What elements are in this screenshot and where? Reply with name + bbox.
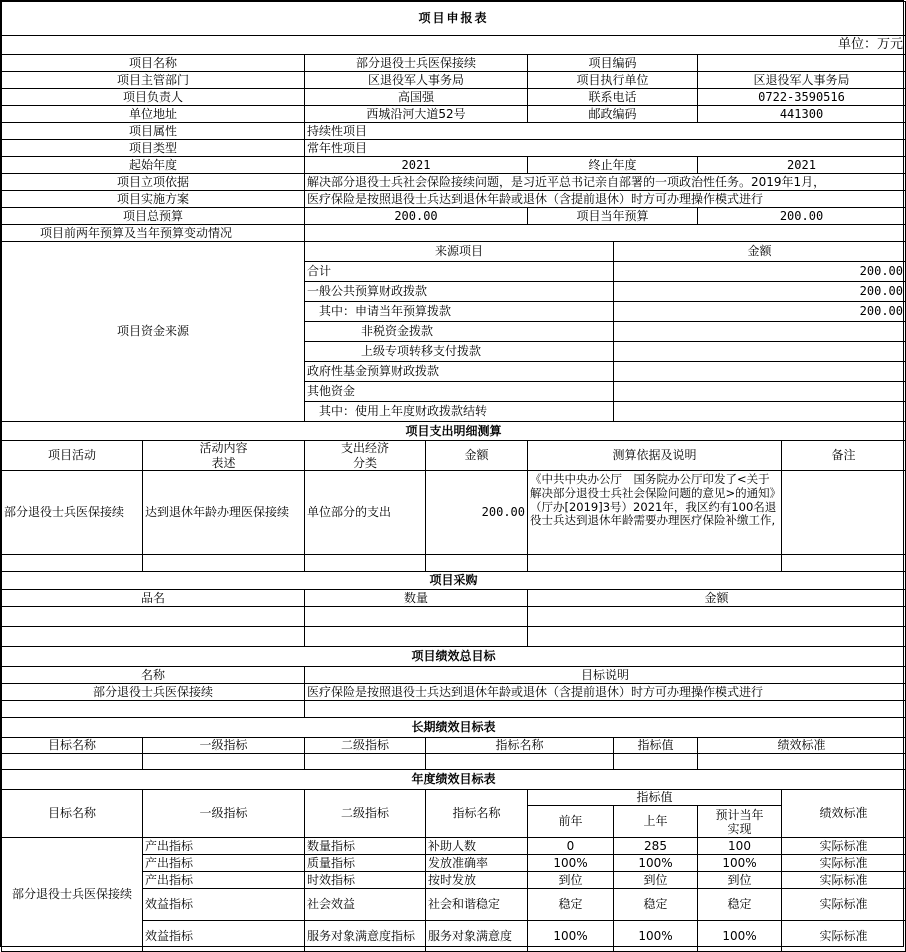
funds-header-amount: 金额: [614, 242, 906, 262]
annual-indicator: 社会和谐稳定: [426, 889, 528, 921]
annual-indicator: 服务对象满意度: [426, 921, 528, 952]
page-title: 项目申报表: [2, 2, 906, 36]
project-name-value: 部分退役士兵医保接续: [305, 55, 528, 72]
phone-label: 联系电话: [528, 89, 698, 106]
address-value: 西城沿河大道52号: [305, 106, 528, 123]
annual-section-title: 年度绩效目标表: [2, 770, 906, 790]
basis-label: 项目立项依据: [2, 174, 305, 191]
attr-value: 持续性项目: [305, 123, 906, 140]
overall-empty-cell: [305, 701, 906, 718]
budget-change-label: 项目前两年预算及当年预算变动情况: [2, 225, 305, 242]
funds-header-source: 来源项目: [305, 242, 614, 262]
purchase-empty-cell: [2, 607, 305, 627]
purchase-header-item: 品名: [2, 590, 305, 607]
expense-empty-cell: [305, 555, 426, 572]
annual-prev2: 到位: [528, 872, 614, 889]
annual-lvl1: 产出指标: [143, 855, 305, 872]
longterm-empty-cell: [305, 754, 426, 770]
funds-row-source: 上级专项转移支付拨款: [305, 342, 614, 362]
owner-label: 项目负责人: [2, 89, 305, 106]
annual-current: 100%: [698, 855, 782, 872]
annual-standard: 实际标准: [782, 838, 906, 855]
funds-row-amount: 200.00: [614, 262, 906, 282]
annual-prev1: 100%: [614, 855, 698, 872]
end-year-value: 2021: [698, 157, 906, 174]
annual-header-standard: 绩效标准: [782, 790, 906, 838]
annual-lvl2: 数量指标: [305, 838, 426, 855]
owner-value: 高国强: [305, 89, 528, 106]
expense-header-note: 备注: [782, 441, 906, 471]
annual-standard: 实际标准: [782, 889, 906, 921]
purchase-empty-cell: [528, 627, 906, 647]
funds-row-amount: [614, 342, 906, 362]
longterm-empty-cell: [143, 754, 305, 770]
expense-activity: 部分退役士兵医保接续: [2, 471, 143, 555]
funds-row-source: 一般公共预算财政拨款: [305, 282, 614, 302]
purchase-empty-cell: [305, 627, 528, 647]
annual-header-indicator: 指标名称: [426, 790, 528, 838]
annual-header-prev2: 前年: [528, 806, 614, 838]
overall-header-name: 名称: [2, 667, 305, 684]
phone-value: 0722-3590516: [698, 89, 906, 106]
zip-value: 441300: [698, 106, 906, 123]
expense-header-amount: 金额: [426, 441, 528, 471]
annual-indicator: 发放准确率: [426, 855, 528, 872]
annual-standard: 实际标准: [782, 855, 906, 872]
start-year-value: 2021: [305, 157, 528, 174]
exec-unit-value: 区退役军人事务局: [698, 72, 906, 89]
end-year-label: 终止年度: [528, 157, 698, 174]
purchase-header-qty: 数量: [305, 590, 528, 607]
annual-lvl2: 服务对象满意度指标: [305, 921, 426, 952]
annual-header-value: 指标值: [528, 790, 782, 806]
annual-current: 稳定: [698, 889, 782, 921]
funds-row-amount: 200.00: [614, 302, 906, 322]
longterm-empty-cell: [698, 754, 906, 770]
expense-header-activity: 项目活动: [2, 441, 143, 471]
annual-lvl2: 质量指标: [305, 855, 426, 872]
expense-header-content: 活动内容 表述: [143, 441, 305, 471]
annual-current: 100%: [698, 921, 782, 952]
total-budget-label: 项目总预算: [2, 208, 305, 225]
longterm-header-lvl1: 一级指标: [143, 738, 305, 754]
longterm-empty-cell: [426, 754, 614, 770]
annual-current: 100: [698, 838, 782, 855]
annual-header-prev1: 上年: [614, 806, 698, 838]
annual-lvl2: 时效指标: [305, 872, 426, 889]
plan-value: 医疗保险是按照退役士兵达到退休年龄或退休（含提前退休）时方可办理操作模式进行: [305, 191, 906, 208]
annual-header-lvl1: 一级指标: [143, 790, 305, 838]
annual-standard: 实际标准: [782, 921, 906, 952]
annual-prev2: 稳定: [528, 889, 614, 921]
exec-unit-label: 项目执行单位: [528, 72, 698, 89]
funds-row-source: 政府性基金预算财政拨款: [305, 362, 614, 382]
longterm-header-lvl2: 二级指标: [305, 738, 426, 754]
longterm-empty-cell: [614, 754, 698, 770]
funds-row-source: 合计: [305, 262, 614, 282]
annual-standard: 实际标准: [782, 872, 906, 889]
expense-header-basis: 测算依据及说明: [528, 441, 782, 471]
purchase-empty-cell: [2, 627, 305, 647]
overall-header-desc: 目标说明: [305, 667, 906, 684]
unit-label: 单位：万元: [2, 36, 906, 55]
application-table: [1, 1, 906, 952]
longterm-empty-cell: [2, 754, 143, 770]
funds-row-source: 其他资金: [305, 382, 614, 402]
annual-prev2: 0: [528, 838, 614, 855]
funds-row-source: 其中：申请当年预算拨款: [305, 302, 614, 322]
longterm-header-value: 指标值: [614, 738, 698, 754]
annual-indicator: 补助人数: [426, 838, 528, 855]
dept-value: 区退役军人事务局: [305, 72, 528, 89]
purchase-section-title: 项目采购: [2, 572, 906, 590]
plan-label: 项目实施方案: [2, 191, 305, 208]
project-code-value: [698, 55, 906, 72]
budget-change-value: [305, 225, 906, 242]
funds-row-amount: 200.00: [614, 282, 906, 302]
expense-amount: 200.00: [426, 471, 528, 555]
overall-goal-name: 部分退役士兵医保接续: [2, 684, 305, 701]
expense-empty-cell: [426, 555, 528, 572]
expense-basis: 《中共中央办公厅 国务院办公厅印发了<关于解决部分退役士兵社会保险问题的意见>的通知》（厅办[2019]3号）2021年，我区约有100名退役士兵达到退休年龄需要办理医疗保险补缴工作,: [528, 471, 782, 555]
year-budget-value: 200.00: [698, 208, 906, 225]
funds-row-amount: [614, 402, 906, 422]
type-value: 常年性项目: [305, 140, 906, 157]
annual-target-name: 部分退役士兵医保接续: [2, 838, 143, 952]
total-budget-value: 200.00: [305, 208, 528, 225]
expense-econ: 单位部分的支出: [305, 471, 426, 555]
year-budget-label: 项目当年预算: [528, 208, 698, 225]
funds-row-source: 非税资金拨款: [305, 322, 614, 342]
annual-lvl1: 效益指标: [143, 921, 305, 952]
funds-row-source: 其中：使用上年度财政拨款结转: [305, 402, 614, 422]
expense-content: 达到退休年龄办理医保接续: [143, 471, 305, 555]
start-year-label: 起始年度: [2, 157, 305, 174]
annual-prev1: 285: [614, 838, 698, 855]
overall-empty-cell: [2, 701, 305, 718]
funds-row-amount: [614, 322, 906, 342]
funds-label: 项目资金来源: [2, 242, 305, 422]
funds-row-amount: [614, 362, 906, 382]
expense-header-econ: 支出经济 分类: [305, 441, 426, 471]
expense-note: [782, 471, 906, 555]
dept-label: 项目主管部门: [2, 72, 305, 89]
annual-lvl1: 产出指标: [143, 872, 305, 889]
overall-goal-desc: 医疗保险是按照退役士兵达到退休年龄或退休（含提前退休）时方可办理操作模式进行: [305, 684, 906, 701]
annual-lvl1: 效益指标: [143, 889, 305, 921]
annual-prev2: 100%: [528, 921, 614, 952]
basis-value: 解决部分退役士兵社会保险接续问题，是习近平总书记亲自部署的一项政治性任务。2019年1月，: [305, 174, 906, 191]
annual-prev1: 到位: [614, 872, 698, 889]
longterm-section-title: 长期绩效目标表: [2, 718, 906, 738]
address-label: 单位地址: [2, 106, 305, 123]
zip-label: 邮政编码: [528, 106, 698, 123]
purchase-empty-cell: [305, 607, 528, 627]
annual-header-lvl2: 二级指标: [305, 790, 426, 838]
annual-indicator: 按时发放: [426, 872, 528, 889]
annual-prev2: 100%: [528, 855, 614, 872]
overall-goal-section-title: 项目绩效总目标: [2, 647, 906, 667]
expense-empty-cell: [143, 555, 305, 572]
type-label: 项目类型: [2, 140, 305, 157]
annual-prev1: 稳定: [614, 889, 698, 921]
annual-lvl2: 社会效益: [305, 889, 426, 921]
expense-empty-cell: [528, 555, 782, 572]
annual-header-current: 预计当年 实现: [698, 806, 782, 838]
purchase-empty-cell: [528, 607, 906, 627]
annual-header-target: 目标名称: [2, 790, 143, 838]
annual-prev1: 100%: [614, 921, 698, 952]
funds-row-amount: [614, 382, 906, 402]
project-name-label: 项目名称: [2, 55, 305, 72]
longterm-header-standard: 绩效标准: [698, 738, 906, 754]
project-code-label: 项目编码: [528, 55, 698, 72]
expense-empty-cell: [2, 555, 143, 572]
longterm-header-indicator: 指标名称: [426, 738, 614, 754]
annual-lvl1: 产出指标: [143, 838, 305, 855]
purchase-header-amount: 金额: [528, 590, 906, 607]
attr-label: 项目属性: [2, 123, 305, 140]
annual-current: 到位: [698, 872, 782, 889]
expense-section-title: 项目支出明细测算: [2, 422, 906, 441]
longterm-header-target: 目标名称: [2, 738, 143, 754]
expense-empty-cell: [782, 555, 906, 572]
